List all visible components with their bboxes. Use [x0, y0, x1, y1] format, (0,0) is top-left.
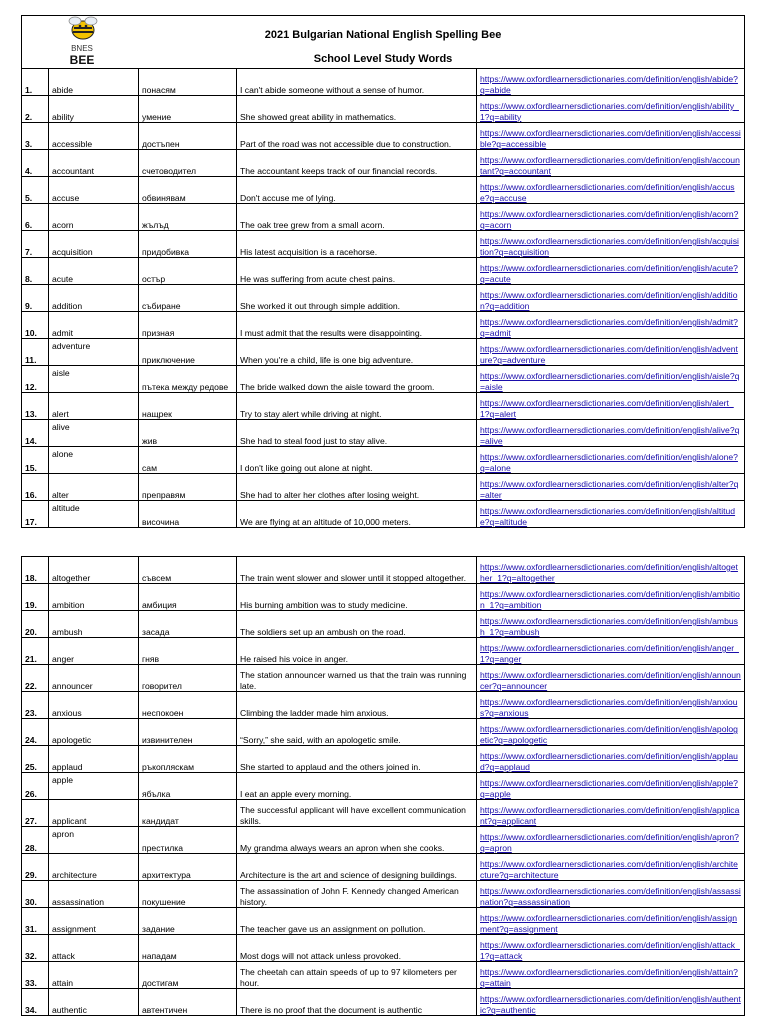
dictionary-link-cell	[477, 800, 745, 827]
word-cell: abide	[49, 69, 139, 96]
dictionary-link-cell	[477, 773, 745, 800]
translation-cell: ябълка	[139, 773, 237, 800]
word-cell: assignment	[49, 908, 139, 935]
translation-cell: сам	[139, 447, 237, 474]
dictionary-link[interactable]: https://www.oxfordlearnersdictionaries.com/definition/english/announcer?q=announcer	[480, 670, 741, 691]
dictionary-link-cell	[477, 746, 745, 773]
table-row	[22, 881, 745, 908]
table-row	[22, 204, 745, 231]
table-row	[22, 854, 745, 881]
example-sentence-cell: The soldiers set up an ambush on the road.	[237, 611, 477, 638]
word-cell: assassination	[49, 881, 139, 908]
table-row	[22, 231, 745, 258]
translation-cell: говорител	[139, 665, 237, 692]
dictionary-link-cell	[477, 881, 745, 908]
example-sentence-cell: She showed great ability in mathematics.	[237, 96, 477, 123]
translation-cell: задание	[139, 908, 237, 935]
word-cell: ambition	[49, 584, 139, 611]
example-sentence-cell: We are flying at an altitude of 10,000 meters.	[237, 501, 477, 528]
translation-cell: нападам	[139, 935, 237, 962]
row-number: 15.	[22, 447, 49, 474]
dictionary-link[interactable]: https://www.oxfordlearnersdictionaries.com/definition/english/apple?q=apple	[480, 778, 738, 799]
example-sentence-cell: I eat an apple every morning.	[237, 773, 477, 800]
study-words-table-1	[21, 15, 745, 528]
table-row	[22, 501, 745, 528]
dictionary-link-cell	[477, 665, 745, 692]
table-row	[22, 773, 745, 800]
row-number: 32.	[22, 935, 49, 962]
dictionary-link[interactable]: https://www.oxfordlearnersdictionaries.com/definition/english/assignment?q=assignment	[480, 913, 737, 934]
dictionary-link-cell	[477, 474, 745, 501]
row-number: 27.	[22, 800, 49, 827]
example-sentence-cell: The assassination of John F. Kennedy changed American history.	[237, 881, 477, 908]
word-cell: apple	[49, 773, 139, 800]
example-sentence-cell: The station announcer warned us that the train was running late.	[237, 665, 477, 692]
example-sentence-cell: I can't abide someone without a sense of humor.	[237, 69, 477, 96]
dictionary-link[interactable]: https://www.oxfordlearnersdictionaries.com/definition/english/abide?q=abide	[480, 74, 738, 95]
word-cell: altitude	[49, 501, 139, 528]
word-cell: acquisition	[49, 231, 139, 258]
translation-cell: достигам	[139, 962, 237, 989]
word-cell: acorn	[49, 204, 139, 231]
table-row	[22, 908, 745, 935]
logo-text-top: BNES	[71, 44, 93, 53]
row-number: 29.	[22, 854, 49, 881]
dictionary-link-cell	[477, 611, 745, 638]
dictionary-link-cell	[477, 638, 745, 665]
dictionary-link[interactable]: https://www.oxfordlearnersdictionaries.com/definition/english/aisle?q=aisle	[480, 371, 740, 392]
word-cell: anger	[49, 638, 139, 665]
document-header	[22, 16, 745, 69]
dictionary-link[interactable]: https://www.oxfordlearnersdictionaries.com/definition/english/apron?q=apron	[480, 832, 739, 853]
dictionary-link[interactable]: https://www.oxfordlearnersdictionaries.com/definition/english/addition?q=addition	[480, 290, 738, 311]
dictionary-link-cell	[477, 150, 745, 177]
word-cell: attain	[49, 962, 139, 989]
dictionary-link[interactable]: https://www.oxfordlearnersdictionaries.com/definition/english/ambition_1?q=ambition	[480, 589, 740, 610]
translation-cell: понасям	[139, 69, 237, 96]
word-cell: accountant	[49, 150, 139, 177]
table-row	[22, 800, 745, 827]
dictionary-link[interactable]: https://www.oxfordlearnersdictionaries.com/definition/english/altitude?q=altitude	[480, 506, 736, 527]
word-cell: alter	[49, 474, 139, 501]
table-row	[22, 719, 745, 746]
word-cell: apron	[49, 827, 139, 854]
dictionary-link[interactable]: https://www.oxfordlearnersdictionaries.com/definition/english/acute?q=acute	[480, 263, 738, 284]
translation-cell: жив	[139, 420, 237, 447]
table-row	[22, 177, 745, 204]
translation-cell: умение	[139, 96, 237, 123]
dictionary-link[interactable]: https://www.oxfordlearnersdictionaries.com/definition/english/ambush_1?q=ambush	[480, 616, 738, 637]
logo-text-bottom: BEE	[69, 53, 95, 67]
row-number: 24.	[22, 719, 49, 746]
row-number: 31.	[22, 908, 49, 935]
translation-cell: обвинявам	[139, 177, 237, 204]
example-sentence-cell: The train went slower and slower until it stopped altogether.	[237, 557, 477, 584]
dictionary-link-cell	[477, 312, 745, 339]
table-row	[22, 638, 745, 665]
translation-cell: покушение	[139, 881, 237, 908]
example-sentence-cell: She had to steal food just to stay alive.	[237, 420, 477, 447]
dictionary-link[interactable]: https://www.oxfordlearnersdictionaries.com/definition/english/acquisition?q=acquisition	[480, 236, 739, 257]
dictionary-link-cell	[477, 258, 745, 285]
translation-cell: достъпен	[139, 123, 237, 150]
translation-cell: остър	[139, 258, 237, 285]
row-number: 16.	[22, 474, 49, 501]
example-sentence-cell: The bride walked down the aisle toward the groom.	[237, 366, 477, 393]
example-sentence-cell: I don't like going out alone at night.	[237, 447, 477, 474]
row-number: 10.	[22, 312, 49, 339]
translation-cell: неспокоен	[139, 692, 237, 719]
table-row	[22, 557, 745, 584]
dictionary-link[interactable]: https://www.oxfordlearnersdictionaries.com/definition/english/architecture?q=architecture	[480, 859, 738, 880]
table-row	[22, 96, 745, 123]
table-row	[22, 746, 745, 773]
row-number: 5.	[22, 177, 49, 204]
dictionary-link[interactable]: https://www.oxfordlearnersdictionaries.com/definition/english/accountant?q=accountant	[480, 155, 740, 176]
study-words-table-2	[21, 556, 745, 1016]
word-cell: architecture	[49, 854, 139, 881]
table-row	[22, 312, 745, 339]
row-number: 1.	[22, 69, 49, 96]
table-row	[22, 447, 745, 474]
example-sentence-cell: When you're a child, life is one big adventure.	[237, 339, 477, 366]
word-cell: applaud	[49, 746, 139, 773]
table-row	[22, 827, 745, 854]
translation-cell: придобивка	[139, 231, 237, 258]
dictionary-link[interactable]: https://www.oxfordlearnersdictionaries.com/definition/english/alert_1?q=alert	[480, 398, 734, 419]
row-number: 9.	[22, 285, 49, 312]
page-subtitle: School Level Study Words	[313, 53, 453, 65]
word-cell: accessible	[49, 123, 139, 150]
word-cell: ability	[49, 96, 139, 123]
dictionary-link[interactable]: https://www.oxfordlearnersdictionaries.com/definition/english/accuse?q=accuse	[480, 182, 735, 203]
dictionary-link[interactable]: https://www.oxfordlearnersdictionaries.com/definition/english/accessible?q=accessible	[480, 128, 741, 149]
dictionary-link-cell	[477, 393, 745, 420]
example-sentence-cell: Part of the road was not accessible due to construction.	[237, 123, 477, 150]
dictionary-link-cell	[477, 366, 745, 393]
translation-cell: събиране	[139, 285, 237, 312]
table-row	[22, 474, 745, 501]
row-number: 19.	[22, 584, 49, 611]
translation-cell: извинителен	[139, 719, 237, 746]
dictionary-link[interactable]: https://www.oxfordlearnersdictionaries.com/definition/english/anxious?q=anxious	[480, 697, 738, 718]
word-cell: alive	[49, 420, 139, 447]
dictionary-link[interactable]: https://www.oxfordlearnersdictionaries.com/definition/english/apologetic?q=apologetic	[480, 724, 738, 745]
row-number: 3.	[22, 123, 49, 150]
dictionary-link[interactable]: https://www.oxfordlearnersdictionaries.com/definition/english/adventure?q=adventure	[480, 344, 738, 365]
translation-cell: пътека между редове	[139, 366, 237, 393]
dictionary-link-cell	[477, 285, 745, 312]
dictionary-link-cell	[477, 123, 745, 150]
dictionary-link-cell	[477, 96, 745, 123]
word-cell: accuse	[49, 177, 139, 204]
word-cell: ambush	[49, 611, 139, 638]
example-sentence-cell: The cheetah can attain speeds of up to 97 kilometers per hour.	[237, 962, 477, 989]
example-sentence-cell: Most dogs will not attack unless provoked.	[237, 935, 477, 962]
row-number: 21.	[22, 638, 49, 665]
example-sentence-cell: He raised his voice in anger.	[237, 638, 477, 665]
word-cell: admit	[49, 312, 139, 339]
word-cell: alert	[49, 393, 139, 420]
table-row	[22, 150, 745, 177]
page-title: 2021 Bulgarian National English Spelling Bee	[264, 29, 502, 41]
example-sentence-cell: I must admit that the results were disappointing.	[237, 312, 477, 339]
dictionary-link-cell	[477, 231, 745, 258]
row-number: 26.	[22, 773, 49, 800]
row-number: 30.	[22, 881, 49, 908]
word-cell: attack	[49, 935, 139, 962]
word-cell: anxious	[49, 692, 139, 719]
dictionary-link-cell	[477, 177, 745, 204]
example-sentence-cell: The oak tree grew from a small acorn.	[237, 204, 477, 231]
dictionary-link-cell	[477, 69, 745, 96]
table-row	[22, 665, 745, 692]
translation-cell: архитектура	[139, 854, 237, 881]
table-row	[22, 393, 745, 420]
row-number: 28.	[22, 827, 49, 854]
translation-cell: нащрек	[139, 393, 237, 420]
row-number: 14.	[22, 420, 49, 447]
example-sentence-cell: He was suffering from acute chest pains.	[237, 258, 477, 285]
dictionary-link-cell	[477, 447, 745, 474]
row-number: 34.	[22, 989, 49, 1016]
dictionary-link[interactable]: https://www.oxfordlearnersdictionaries.com/definition/english/admit?q=admit	[480, 317, 738, 338]
dictionary-link-cell	[477, 935, 745, 962]
word-cell: aisle	[49, 366, 139, 393]
translation-cell: преправям	[139, 474, 237, 501]
table-row	[22, 420, 745, 447]
row-number: 18.	[22, 557, 49, 584]
table-row	[22, 611, 745, 638]
example-sentence-cell: Try to stay alert while driving at night.	[237, 393, 477, 420]
example-sentence-cell: Architecture is the art and science of designing buildings.	[237, 854, 477, 881]
row-number: 2.	[22, 96, 49, 123]
example-sentence-cell: “Sorry,” she said, with an apologetic smile.	[237, 719, 477, 746]
word-cell: apologetic	[49, 719, 139, 746]
dictionary-link[interactable]: https://www.oxfordlearnersdictionaries.com/definition/english/alter?q=alter	[480, 479, 739, 500]
translation-cell: засада	[139, 611, 237, 638]
table-row	[22, 69, 745, 96]
dictionary-link[interactable]: https://www.oxfordlearnersdictionaries.com/definition/english/alive?q=alive	[480, 425, 740, 446]
example-sentence-cell: His latest acquisition is a racehorse.	[237, 231, 477, 258]
dictionary-link[interactable]: https://www.oxfordlearnersdictionaries.com/definition/english/anger_1?q=anger	[480, 643, 739, 664]
dictionary-link-cell	[477, 854, 745, 881]
table-row	[22, 989, 745, 1016]
example-sentence-cell: The teacher gave us an assignment on pollution.	[237, 908, 477, 935]
word-cell: alone	[49, 447, 139, 474]
example-sentence-cell: The successful applicant will have excellent communication skills.	[237, 800, 477, 827]
translation-cell: призная	[139, 312, 237, 339]
dictionary-link[interactable]: https://www.oxfordlearnersdictionaries.com/definition/english/assassination?q=assassination	[480, 886, 741, 907]
row-number: 12.	[22, 366, 49, 393]
dictionary-link-cell	[477, 557, 745, 584]
dictionary-link[interactable]: https://www.oxfordlearnersdictionaries.com/definition/english/acorn?q=acorn	[480, 209, 739, 230]
translation-cell: височина	[139, 501, 237, 528]
word-cell: authentic	[49, 989, 139, 1016]
dictionary-link-cell	[477, 204, 745, 231]
row-number: 25.	[22, 746, 49, 773]
translation-cell: амбиция	[139, 584, 237, 611]
example-sentence-cell: There is no proof that the document is authentic	[237, 989, 477, 1016]
dictionary-link-cell	[477, 692, 745, 719]
dictionary-link-cell	[477, 827, 745, 854]
dictionary-link-cell	[477, 339, 745, 366]
example-sentence-cell: She worked it out through simple addition.	[237, 285, 477, 312]
word-cell: announcer	[49, 665, 139, 692]
example-sentence-cell: Don't accuse me of lying.	[237, 177, 477, 204]
table-row	[22, 692, 745, 719]
dictionary-link-cell	[477, 989, 745, 1016]
example-sentence-cell: My grandma always wears an apron when she cooks.	[237, 827, 477, 854]
translation-cell: престилка	[139, 827, 237, 854]
example-sentence-cell: The accountant keeps track of our financial records.	[237, 150, 477, 177]
row-number: 22.	[22, 665, 49, 692]
table-gap	[21, 528, 744, 556]
translation-cell: съвсем	[139, 557, 237, 584]
dictionary-link[interactable]: https://www.oxfordlearnersdictionaries.com/definition/english/applaud?q=applaud	[480, 751, 738, 772]
dictionary-link-cell	[477, 962, 745, 989]
example-sentence-cell: She had to alter her clothes after losing weight.	[237, 474, 477, 501]
row-number: 7.	[22, 231, 49, 258]
example-sentence-cell: His burning ambition was to study medicine.	[237, 584, 477, 611]
table-row	[22, 285, 745, 312]
table-row	[22, 366, 745, 393]
table-row	[22, 123, 745, 150]
translation-cell: счетоводител	[139, 150, 237, 177]
dictionary-link[interactable]: https://www.oxfordlearnersdictionaries.com/definition/english/authentic?q=authentic	[480, 994, 741, 1015]
translation-cell: кандидат	[139, 800, 237, 827]
dictionary-link[interactable]: https://www.oxfordlearnersdictionaries.com/definition/english/altogether_1?q=altogether	[480, 562, 738, 583]
row-number: 33.	[22, 962, 49, 989]
dictionary-link-cell	[477, 584, 745, 611]
word-cell: altogether	[49, 557, 139, 584]
row-number: 11.	[22, 339, 49, 366]
translation-cell: жълъд	[139, 204, 237, 231]
translation-cell: гняв	[139, 638, 237, 665]
dictionary-link-cell	[477, 501, 745, 528]
translation-cell: ръкопляскам	[139, 746, 237, 773]
dictionary-link[interactable]: https://www.oxfordlearnersdictionaries.com/definition/english/applicant?q=applicant	[480, 805, 740, 826]
example-sentence-cell: She started to applaud and the others joined in.	[237, 746, 477, 773]
translation-cell: приключение	[139, 339, 237, 366]
word-cell: addition	[49, 285, 139, 312]
dictionary-link[interactable]: https://www.oxfordlearnersdictionaries.com/definition/english/ability_1?q=ability	[480, 101, 739, 122]
row-number: 13.	[22, 393, 49, 420]
table-row	[22, 935, 745, 962]
row-number: 8.	[22, 258, 49, 285]
word-cell: adventure	[49, 339, 139, 366]
row-number: 20.	[22, 611, 49, 638]
dictionary-link-cell	[477, 420, 745, 447]
row-number: 17.	[22, 501, 49, 528]
dictionary-link[interactable]: https://www.oxfordlearnersdictionaries.com/definition/english/alone?q=alone	[480, 452, 738, 473]
dictionary-link-cell	[477, 908, 745, 935]
table-row	[22, 339, 745, 366]
dictionary-link[interactable]: https://www.oxfordlearnersdictionaries.com/definition/english/attack_1?q=attack	[480, 940, 740, 961]
example-sentence-cell: Climbing the ladder made him anxious.	[237, 692, 477, 719]
dictionary-link[interactable]: https://www.oxfordlearnersdictionaries.com/definition/english/attain?q=attain	[480, 967, 738, 988]
table-row	[22, 584, 745, 611]
table-row	[22, 962, 745, 989]
word-cell: applicant	[49, 800, 139, 827]
translation-cell: автентичен	[139, 989, 237, 1016]
row-number: 4.	[22, 150, 49, 177]
word-cell: acute	[49, 258, 139, 285]
dictionary-link-cell	[477, 719, 745, 746]
row-number: 23.	[22, 692, 49, 719]
row-number: 6.	[22, 204, 49, 231]
table-row	[22, 258, 745, 285]
study-words-page	[21, 15, 744, 1016]
